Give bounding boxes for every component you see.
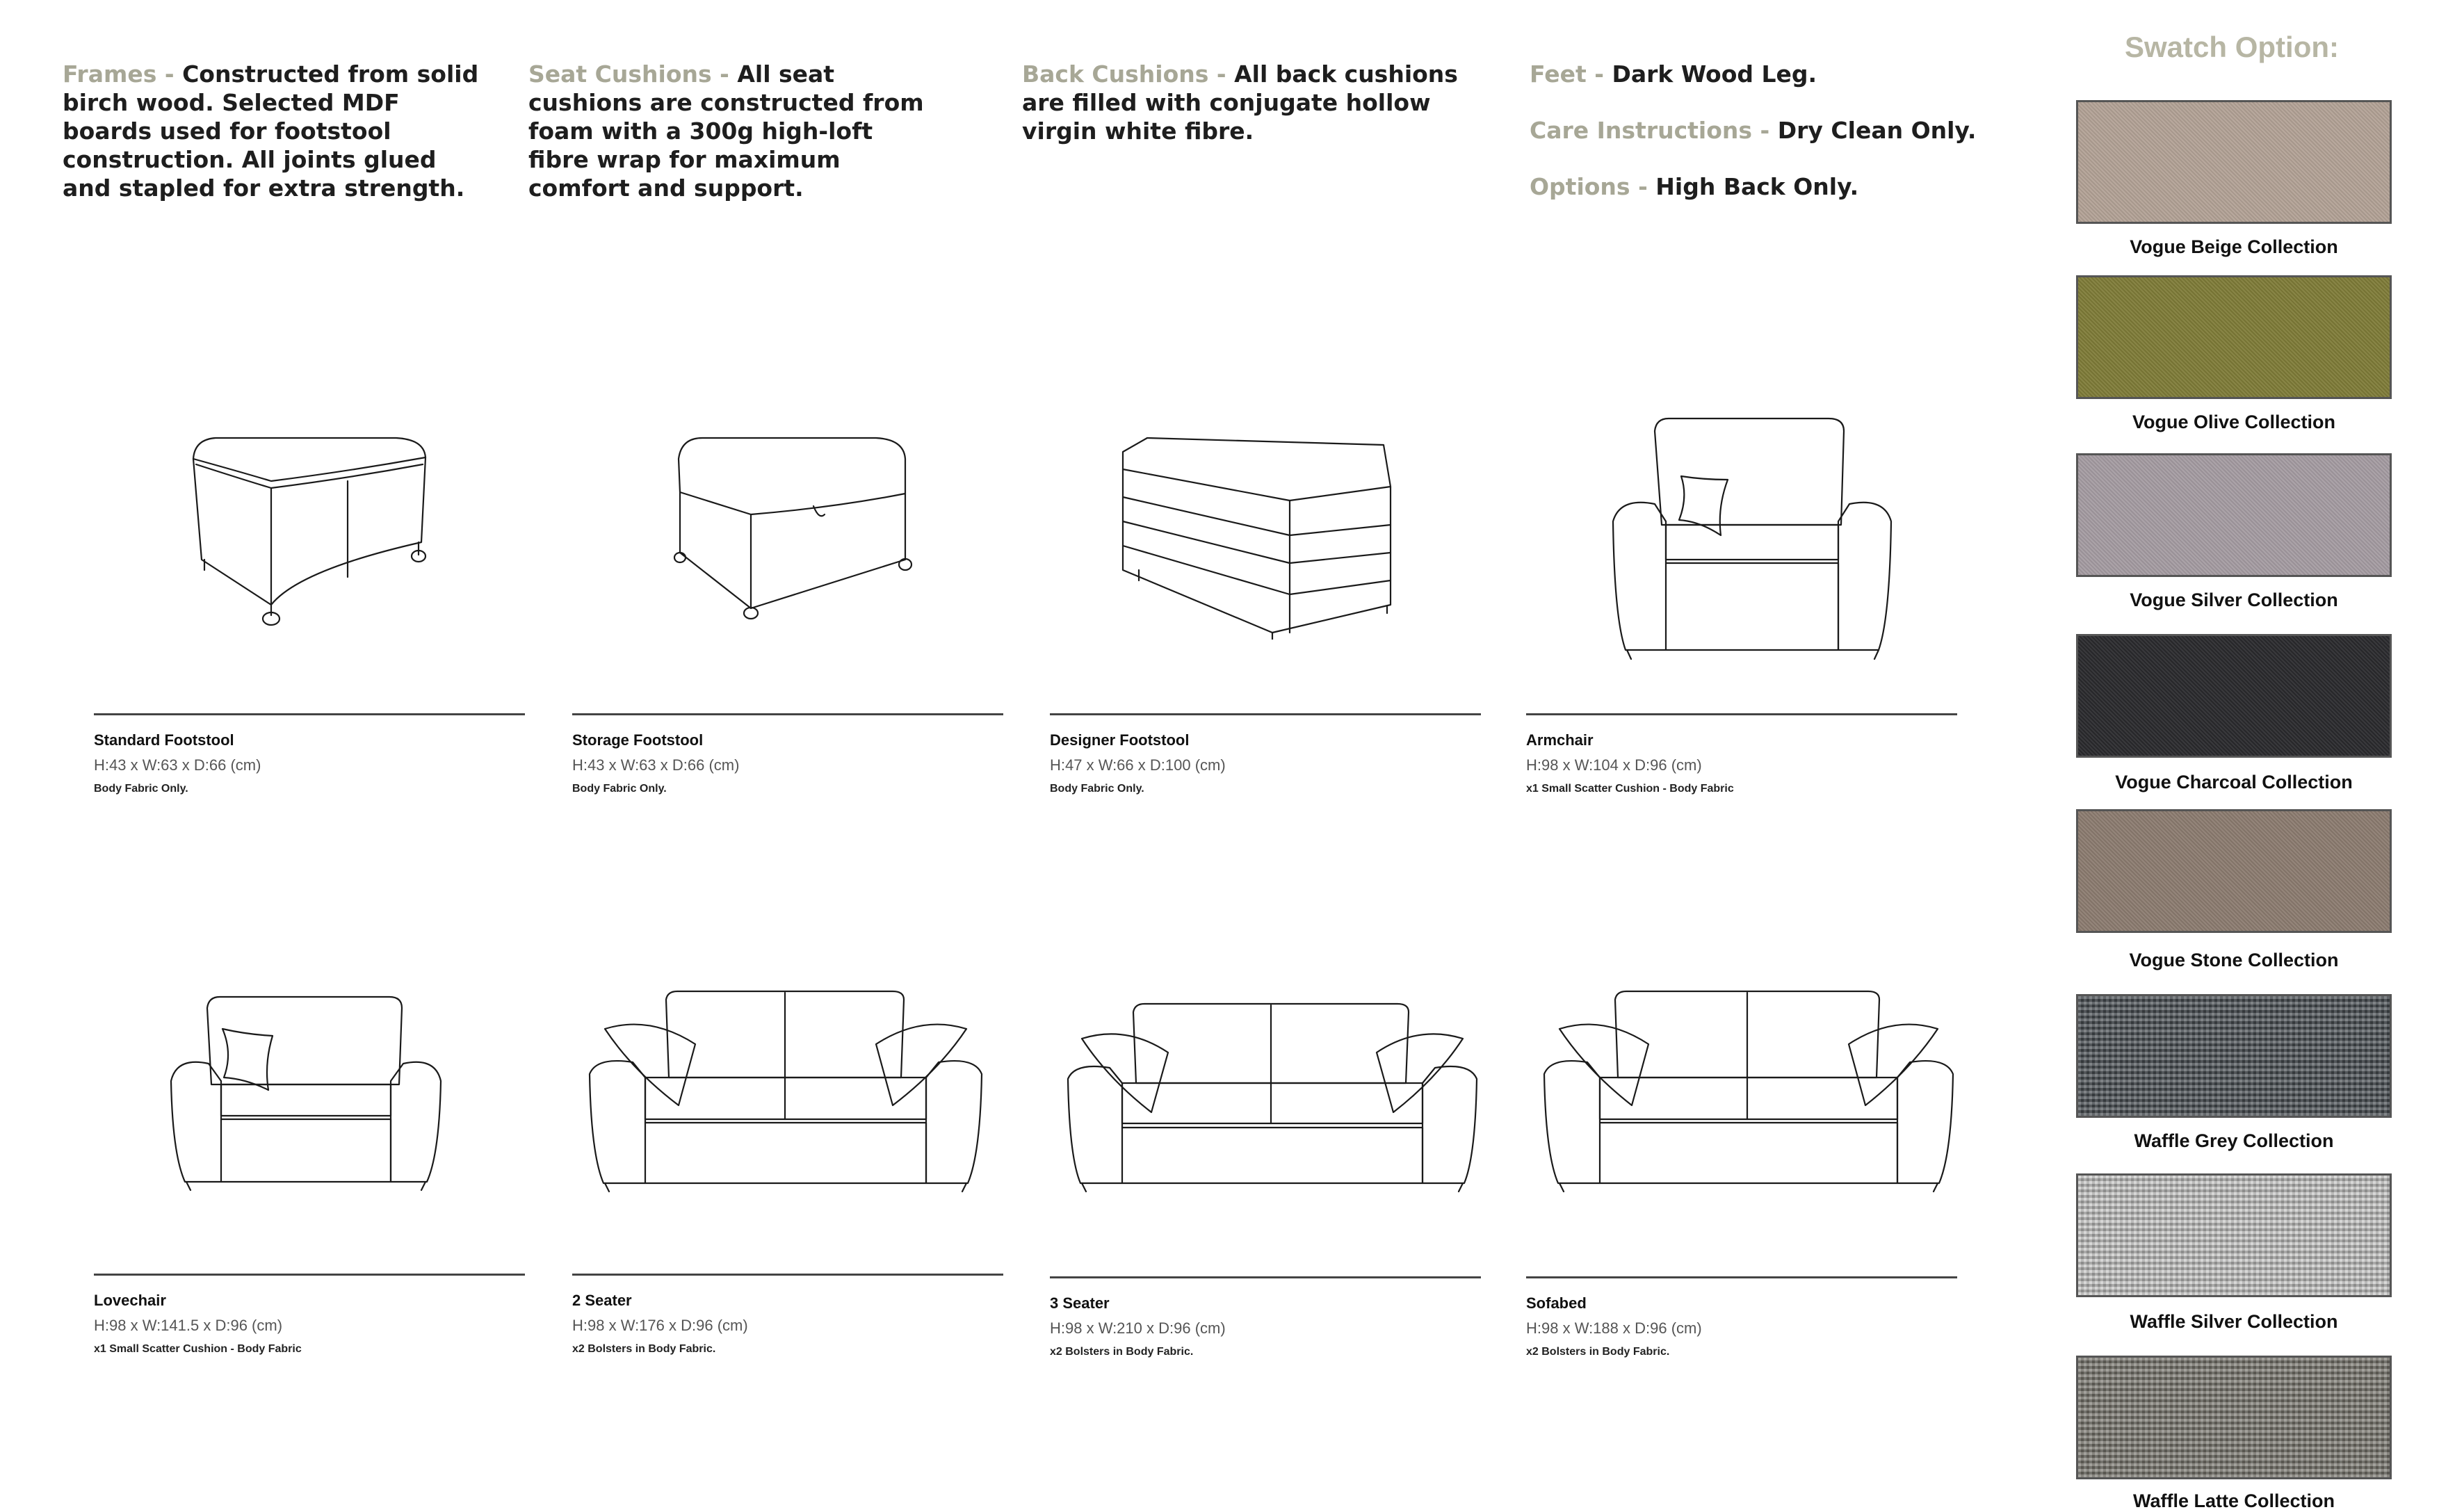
spec-separator: -: [1594, 60, 1604, 88]
spec-separator: -: [1760, 117, 1770, 144]
swatch-label: Vogue Beige Collection: [2130, 236, 2338, 257]
swatch-label: Vogue Stone Collection: [2129, 950, 2339, 970]
spec-column-4: [1530, 60, 2016, 229]
spec-label: Feet: [1530, 60, 1587, 88]
swatch-label: Waffle Silver Collection: [2130, 1311, 2338, 1332]
product-note: Body Fabric Only.: [572, 783, 667, 795]
swatch-waffle-grey[interactable]: [2076, 994, 2392, 1118]
product-name: Armchair: [1526, 731, 1594, 749]
product-dimensions: H:98 x W:176 x D:96 (cm): [572, 1317, 748, 1334]
spec-text: Dark Wood Leg.: [1612, 60, 1817, 88]
product-note: x2 Bolsters in Body Fabric.: [1050, 1346, 1194, 1358]
product-dimensions: H:43 x W:63 x D:66 (cm): [572, 756, 740, 774]
spec-seat-cushions: [528, 60, 932, 202]
spec-text: All back cushions are filled with conjugate hollow virgin white fibre.: [1022, 60, 1458, 145]
swatch-vogue-charcoal[interactable]: [2076, 634, 2392, 758]
product-name: 3 Seater: [1050, 1294, 1110, 1312]
product-name: Standard Footstool: [94, 731, 234, 749]
swatch-label: Vogue Olive Collection: [2132, 412, 2336, 432]
product-name: Designer Footstool: [1050, 731, 1190, 749]
sofabed-drawing: [1540, 987, 1957, 1196]
spec-separator: -: [164, 60, 175, 88]
product-note: Body Fabric Only.: [1050, 783, 1144, 795]
spec-feet: [1530, 60, 2016, 88]
spec-back-cushions: [1022, 60, 1467, 145]
divider: [572, 713, 1003, 715]
spec-separator: -: [720, 60, 729, 88]
product-name: Lovechair: [94, 1292, 166, 1309]
product-dimensions: H:98 x W:210 x D:96 (cm): [1050, 1319, 1226, 1337]
spec-label: Back Cushions: [1022, 60, 1209, 88]
spec-separator: -: [1638, 173, 1648, 200]
spec-label: Frames: [63, 60, 157, 88]
swatch-vogue-beige[interactable]: [2076, 100, 2392, 224]
swatch-label: Vogue Charcoal Collection: [2115, 772, 2353, 792]
spec-frames: [63, 60, 480, 202]
product-note: x2 Bolsters in Body Fabric.: [1526, 1346, 1670, 1358]
product-note: x2 Bolsters in Body Fabric.: [572, 1343, 716, 1355]
divider: [1526, 1276, 1957, 1278]
divider: [94, 713, 525, 715]
swatch-waffle-silver[interactable]: [2076, 1173, 2392, 1297]
product-name: 2 Seater: [572, 1292, 632, 1309]
product-note: x1 Small Scatter Cushion - Body Fabric: [1526, 783, 1734, 795]
spec-separator: -: [1216, 60, 1226, 88]
spec-label: Seat Cushions: [528, 60, 712, 88]
standard-footstool-drawing: [174, 431, 452, 640]
divider: [1050, 1276, 1481, 1278]
product-dimensions: H:43 x W:63 x D:66 (cm): [94, 756, 261, 774]
product-dimensions: H:47 x W:66 x D:100 (cm): [1050, 756, 1226, 774]
spec-care: [1530, 116, 2016, 145]
spec-text: All seat cushions are constructed from foam with a 300g high-loft fibre wrap for maximum comfort and support.: [528, 60, 924, 202]
spec-text: High Back Only.: [1655, 173, 1859, 200]
divider: [1050, 713, 1481, 715]
spec-label: Care Instructions: [1530, 117, 1753, 144]
product-note: x1 Small Scatter Cushion - Body Fabric: [94, 1343, 302, 1355]
spec-label: Options: [1530, 173, 1630, 200]
product-dimensions: H:98 x W:104 x D:96 (cm): [1526, 756, 1702, 774]
spec-text: Constructed from solid birch wood. Selected MDF boards used for footstool construction. All joints glued and stapled for extra strength.: [63, 60, 479, 202]
product-note: Body Fabric Only.: [94, 783, 188, 795]
swatch-waffle-latte[interactable]: [2076, 1356, 2392, 1479]
swatch-label: Waffle Grey Collection: [2134, 1130, 2334, 1151]
storage-footstool-drawing: [661, 431, 939, 640]
product-dimensions: H:98 x W:188 x D:96 (cm): [1526, 1319, 1702, 1337]
product-dimensions: H:98 x W:141.5 x D:96 (cm): [94, 1317, 283, 1334]
swatch-title: Swatch Option:: [2125, 31, 2339, 63]
2-seater-drawing: [584, 987, 987, 1196]
divider: [1526, 713, 1957, 715]
lovechair-drawing: [167, 987, 445, 1196]
spec-text: Dry Clean Only.: [1777, 117, 1977, 144]
swatch-vogue-stone[interactable]: [2076, 809, 2392, 933]
designer-footstool-drawing: [1112, 431, 1404, 640]
product-name: Storage Footstool: [572, 731, 704, 749]
product-name: Sofabed: [1526, 1294, 1587, 1312]
divider: [572, 1274, 1003, 1276]
swatch-vogue-olive[interactable]: [2076, 275, 2392, 399]
3-seater-drawing: [1064, 1001, 1481, 1196]
swatch-vogue-silver[interactable]: [2076, 453, 2392, 577]
spec-options: [1530, 172, 2016, 201]
swatch-label: Vogue Silver Collection: [2130, 590, 2338, 610]
swatch-label: Waffle Latte Collection: [2132, 1490, 2335, 1511]
divider: [94, 1274, 525, 1276]
armchair-drawing: [1599, 410, 1905, 660]
